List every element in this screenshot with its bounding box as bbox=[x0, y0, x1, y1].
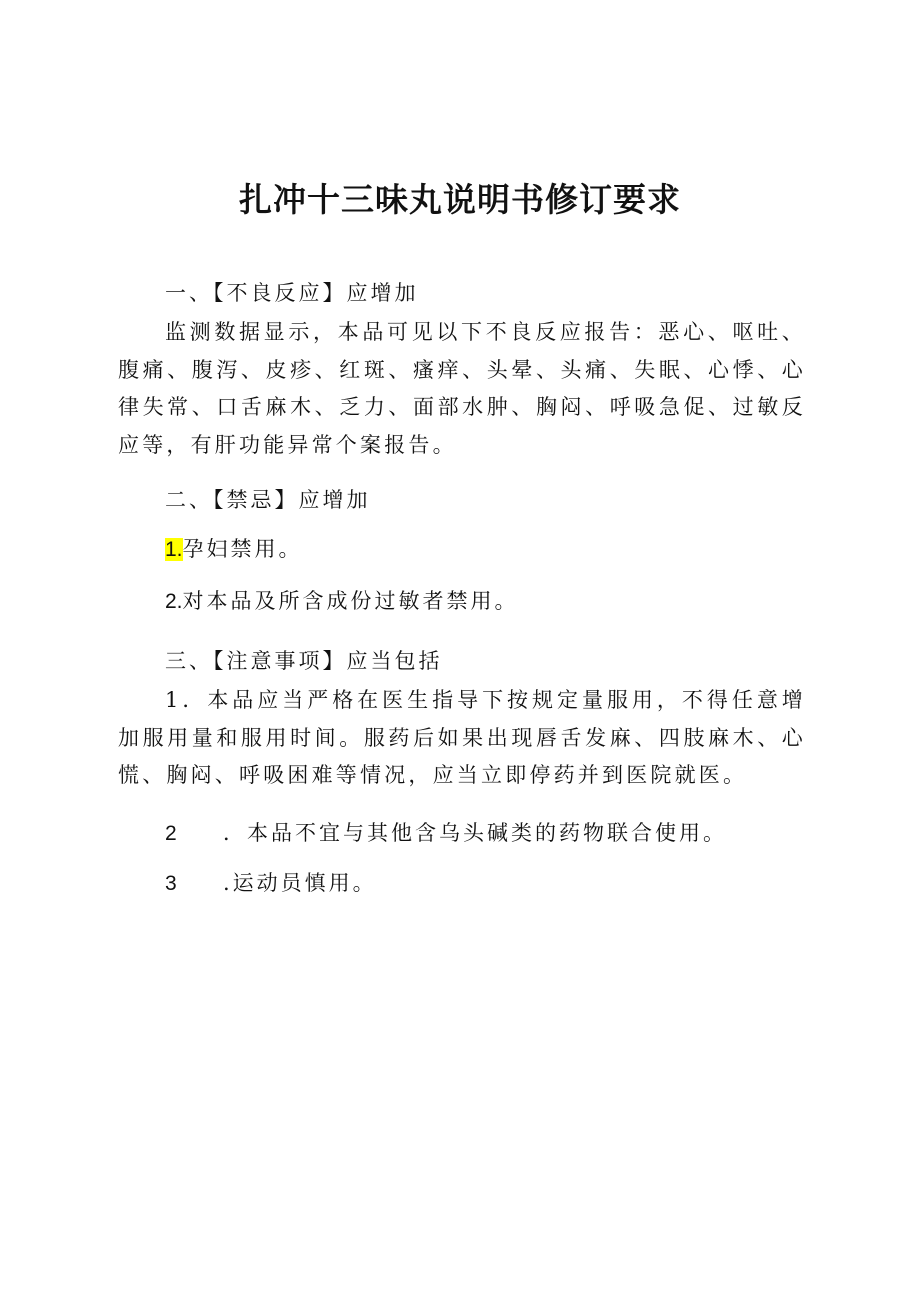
precaution-item-2-text: ．本品不宜与其他含乌头碱类的药物联合使用。 bbox=[223, 821, 727, 845]
highlighted-item-number: 1. bbox=[165, 538, 183, 561]
section-1-heading: 一、【不良反应】应增加 bbox=[165, 281, 419, 305]
contraindication-item-2 bbox=[165, 582, 855, 621]
contraindication-item-1 bbox=[165, 530, 855, 569]
section-3-heading: 三、【注意事项】应当包括 bbox=[165, 649, 443, 673]
contraindication-item-1-text: 孕妇禁用。 bbox=[182, 537, 303, 561]
contraindication-item-2-text: 对本品及所含成份过敏者禁用。 bbox=[182, 589, 519, 613]
precaution-item-2 bbox=[165, 814, 855, 853]
section-2-heading: 二、【禁忌】应增加 bbox=[165, 488, 371, 512]
item-number: 2. bbox=[165, 590, 183, 613]
precaution-item-1: 1．本品应当严格在医生指导下按规定量服用，不得任意增加服用量和服用时间。服药后如果出现唇舌发麻、四肢麻木、心慌、胸闷、呼吸困难等情况，应当立即停药并到医院就医。 bbox=[118, 688, 806, 787]
section-1-body: 监测数据显示，本品可见以下不良反应报告：恶心、呕吐、腹痛、腹泻、皮疹、红斑、瘙痒、头晕、头痛、失眠、心悸、心律失常、口舌麻木、乏力、面部水肿、胸闷、呼吸急促、过敏反应等，有肝功能异常个案报告。 bbox=[118, 320, 806, 457]
document-title: 扎冲十三味丸说明书修订要求 bbox=[239, 180, 681, 219]
item-number: 3 bbox=[165, 872, 177, 895]
item-number: 2 bbox=[165, 822, 177, 845]
precaution-item-3-text: .运动员慎用。 bbox=[223, 871, 377, 895]
precaution-item-3 bbox=[165, 864, 855, 903]
